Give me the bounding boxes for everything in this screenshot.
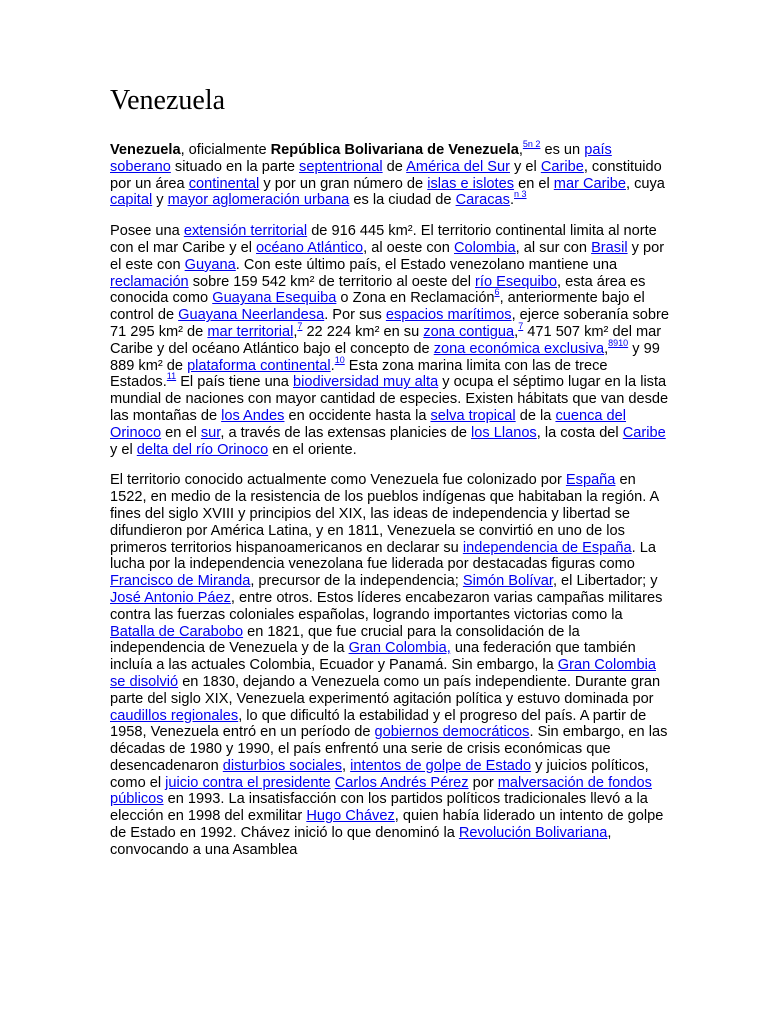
body-text: . <box>330 357 335 374</box>
article-link[interactable]: independencia de España <box>462 539 632 556</box>
body-text: y juicios políticos, como el <box>110 757 649 791</box>
body-text: , la costa del <box>536 424 623 441</box>
article-link[interactable]: Simón Bolívar <box>462 573 553 590</box>
body-text: , anteriormente bajo el control de <box>110 290 645 324</box>
article-link[interactable]: América del Sur <box>406 158 510 175</box>
article-link[interactable]: capital <box>110 192 153 209</box>
body-text: de la <box>515 407 556 424</box>
body-text: , precursor de la independencia; <box>250 573 463 590</box>
article-link[interactable]: Caracas <box>455 192 510 209</box>
reference-link[interactable]: 7 <box>518 320 524 331</box>
body-text: El territorio conocido actualmente como Venezuela fue colonizado por <box>110 472 566 489</box>
body-text: en 1830, dejando a Venezuela como un país independiente. Durante gran parte del siglo XIX, Venezuela experimentó agitación política y estuvo dominada por <box>110 673 661 707</box>
article-link[interactable]: río Esequibo <box>475 273 557 290</box>
body-text: , <box>293 323 298 340</box>
article-link[interactable]: Revolución Bolivariana <box>458 825 608 842</box>
body-text: , convocando a una Asamblea <box>110 825 612 858</box>
article-link[interactable]: Brasil <box>591 239 628 256</box>
article-link[interactable]: los Llanos <box>471 424 537 441</box>
body-text: , al sur con <box>515 239 592 256</box>
article-link[interactable]: septentrional <box>299 158 383 175</box>
body-text: , al oeste con <box>363 239 454 256</box>
body-text: . Por sus <box>324 307 386 324</box>
body-text: en el oriente. <box>268 441 357 458</box>
article-link[interactable]: caudillos regionales <box>110 707 239 724</box>
paragraph-history <box>110 472 670 858</box>
body-text: de 916 445 km². El territorio continental limita al norte con el mar Caribe y el <box>110 223 657 256</box>
article <box>110 84 670 873</box>
body-text: , ejerce soberanía sobre 71 295 km² de <box>110 307 669 340</box>
article-link[interactable]: Batalla de Carabobo <box>110 623 244 640</box>
body-text: , esta área es conocida como <box>110 273 646 307</box>
reference-sup <box>608 338 628 348</box>
body-text: y por un gran número de <box>259 175 428 192</box>
body-text: y por el este con <box>110 239 665 273</box>
article-link[interactable]: gobiernos democráticos <box>374 724 530 741</box>
body-text: . Con este último país, el Estado venezolano mantiene una <box>235 256 618 273</box>
reference-link[interactable]: 6 <box>494 287 500 298</box>
article-link[interactable]: continental <box>188 175 260 192</box>
article-link[interactable]: reclamación <box>110 273 189 290</box>
body-text: , <box>514 323 519 340</box>
article-link[interactable]: Hugo Chávez <box>306 808 395 825</box>
body-text: , <box>518 142 523 158</box>
article-link[interactable]: Carlos Andrés Pérez <box>334 774 469 791</box>
body-text: sobre 159 542 km² de territorio al oeste del <box>188 273 476 290</box>
bold-text: República Bolivariana de Venezuela <box>270 142 519 158</box>
body-text: una federación que también incluía a las actuales Colombia, Ecuador y Panamá. Sin embargo, la <box>110 640 636 674</box>
reference-link[interactable]: n 3 <box>514 189 527 200</box>
body-text: , cuya <box>625 175 665 192</box>
body-text: es un <box>540 142 585 158</box>
body-text: en el <box>514 175 554 192</box>
article-link[interactable]: delta del río Orinoco <box>136 441 269 458</box>
article-link[interactable]: selva tropical <box>430 407 516 424</box>
body-text: por <box>468 774 498 791</box>
reference-link[interactable]: 7 <box>297 320 303 331</box>
article-link[interactable]: Gran Colombia, <box>348 640 451 657</box>
article-link[interactable]: biodiversidad muy alta <box>292 374 439 391</box>
body-text: , el Libertador; y <box>552 573 658 590</box>
article-link[interactable]: sur <box>200 424 221 441</box>
article-link[interactable]: mar Caribe <box>553 175 626 192</box>
body-text: situado en la parte <box>170 158 300 175</box>
body-text: es la ciudad de <box>349 192 456 209</box>
article-link[interactable]: zona contigua <box>423 323 515 340</box>
body-text: en el <box>161 424 201 441</box>
article-link[interactable]: Guayana Esequiba <box>212 290 337 307</box>
body-text: , oficialmente <box>180 142 271 158</box>
article-link[interactable]: océano Atlántico <box>256 239 364 256</box>
article-link[interactable]: Caribe <box>540 158 584 175</box>
body-text: , constituido por un área <box>110 158 662 192</box>
article-link[interactable]: juicio contra el presidente <box>165 774 331 791</box>
article-link[interactable]: plataforma continental <box>187 357 331 374</box>
article-link[interactable]: islas e islotes <box>427 175 515 192</box>
body-text: y <box>152 192 168 209</box>
page-title: Venezuela <box>110 85 226 116</box>
body-text: y el <box>110 441 137 458</box>
body-text: El país tiene una <box>176 374 293 391</box>
article-link[interactable]: país soberano <box>110 142 612 175</box>
body-text: . Sin embargo, en las décadas de 1980 y 1990, el país enfrentó una serie de crisis económicas que desencadenaron <box>110 724 668 774</box>
article-link[interactable]: José Antonio Páez <box>110 589 231 606</box>
body-text: , quien había liderado un intento de golpe de Estado en 1992. Chávez inició lo que denominó la <box>110 808 664 842</box>
body-text: . La lucha por la independencia venezolana fue liderada por destacadas figuras como <box>110 539 656 573</box>
reference-link[interactable]: 10 <box>334 354 345 365</box>
article-link[interactable]: Gran Colombia se disolvió <box>110 657 656 690</box>
body-text: , entre otros. Estos líderes encabezaron varias campañas militares contra las fuerzas coloniales españolas, logrando importantes victorias como la <box>110 589 663 623</box>
article-link[interactable]: intentos de golpe de Estado <box>350 757 532 774</box>
body-text: , <box>604 340 609 357</box>
article-link[interactable]: mayor aglomeración urbana <box>167 192 350 209</box>
article-link[interactable]: Guayana Neerlandesa <box>178 307 325 324</box>
article-link[interactable]: España <box>565 472 616 489</box>
article-link[interactable]: los Andes <box>221 407 285 424</box>
article-link[interactable]: Francisco de Miranda <box>110 573 251 590</box>
body-text: Posee una <box>110 223 184 240</box>
article-link[interactable]: cuenca del Orinoco <box>110 407 627 441</box>
bold-text: Venezuela <box>110 142 181 158</box>
reference-sup <box>335 355 345 365</box>
article-link[interactable]: Colombia <box>453 239 516 256</box>
reference-sup <box>167 371 176 381</box>
body-text: 471 507 km² del mar Caribe y del océano Atlántico bajo el concepto de <box>110 323 662 357</box>
body-text: o Zona en Reclamación <box>336 290 495 307</box>
body-text: de <box>382 158 407 175</box>
body-text: , a través de las extensas planicies de <box>220 424 472 441</box>
body-text: y 99 889 km² de <box>110 340 660 374</box>
body-text: y el <box>510 158 541 175</box>
paragraph-geography <box>110 223 670 458</box>
article-link[interactable]: Caribe <box>622 424 666 441</box>
article-link[interactable]: mar territorial <box>207 323 294 340</box>
reference-link[interactable]: 11 <box>166 371 177 382</box>
body-text: en 1522, en medio de la resistencia de los pueblos indígenas que habitaban la región. A fines del siglo XVIII y principios del XIX, las ideas de independencia y libertad se difundieron por América Latina, y en 1811, Venezuela se convirtió en uno de los primeros territorios hispanoamericanos en declarar su <box>110 472 659 556</box>
body-text: , <box>342 757 351 774</box>
body-text: en occidente hasta la <box>284 407 431 424</box>
reference-sup <box>514 189 527 199</box>
body-text: en 1821, que fue crucial para la consolidación de la independencia de Venezuela y de la <box>110 623 580 657</box>
article-link[interactable]: disturbios sociales <box>222 757 343 774</box>
body-text: Esta zona marina limita con las de trece Estados. <box>110 357 608 391</box>
article-link[interactable]: espacios marítimos <box>385 307 512 324</box>
body-text: en 1993. La insatisfacción con los partidos políticos tradicionales llevó a la elección en 1998 del exmilitar <box>110 791 648 825</box>
paragraph-intro <box>110 139 670 209</box>
body-text: y ocupa el séptimo lugar en la lista mundial de naciones con mayor cantidad de especies. Existen hábitats que van desde las montañas de <box>110 374 669 424</box>
reference-link[interactable]: 5n 2 <box>522 139 541 149</box>
reference-link[interactable]: 8910 <box>608 337 629 348</box>
body-text: , lo que dificultó la estabilidad y el progreso del país. A partir de 1958, Venezuela entró en un período de <box>110 707 647 741</box>
body-text: 22 224 km² en su <box>302 323 424 340</box>
reference-sup <box>523 139 541 149</box>
body-text: . <box>509 192 515 209</box>
article-link[interactable]: malversación de fondos públicos <box>110 774 652 808</box>
article-link[interactable]: Guyana <box>184 256 236 273</box>
article-link[interactable]: extensión territorial <box>183 223 308 240</box>
article-link[interactable]: zona económica exclusiva <box>433 340 605 357</box>
